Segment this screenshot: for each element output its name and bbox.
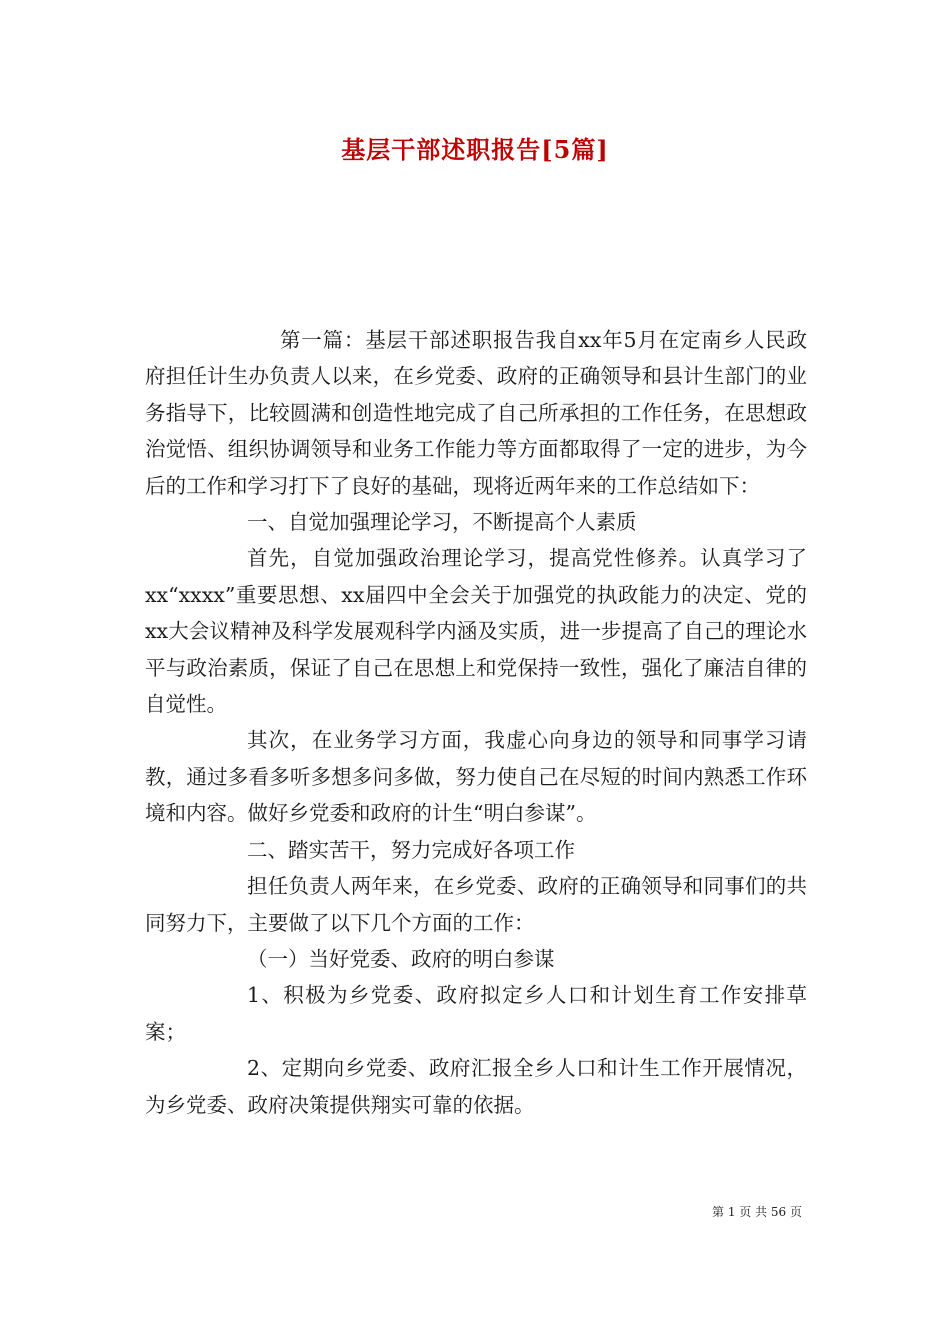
subsection-heading-1: （一）当好党委、政府的明白参谋 <box>247 946 555 971</box>
section-heading-2: 二、踏实苦干，努力完成好各项工作 <box>247 837 575 862</box>
document-title: 基层干部述职报告[5篇] <box>341 135 609 164</box>
document-body <box>145 322 807 1123</box>
paragraph-business-study: 其次，在业务学习方面，我虚心向身边的领导和同事学习请教，通过多看多听多想多问多做，努力使自己在尽短的时间内熟悉工作环境和内容。做好乡党委和政府的计生“明白参谋”。 <box>145 728 807 826</box>
list-item-2: 2、定期向乡党委、政府汇报全乡人口和计生工作开展情况，为乡党委、政府决策提供翔实可靠的依据。 <box>145 1056 807 1117</box>
page-number: 第 1 页 共 56 页 <box>712 1205 802 1219</box>
paragraph-work-summary: 担任负责人两年来，在乡党委、政府的正确领导和同事们的共同努力下，主要做了以下几个方面的工作： <box>145 874 807 935</box>
section-heading-1: 一、自觉加强理论学习，不断提高个人素质 <box>247 510 637 535</box>
paragraph-political-study: 首先，自觉加强政治理论学习，提高党性修养。认真学习了xx“xxxx”重要思想、xx届四中全会关于加强党的执政能力的决定、党的xx大会议精神及科学发展观科学内涵及实质，进一步提高了自己的理论水平与政治素质，保证了自己在思想上和党保持一致性，强化了廉洁自律的自觉性。 <box>145 546 807 717</box>
list-item-1: 1、积极为乡党委、政府拟定乡人口和计划生育工作安排草案； <box>145 983 807 1044</box>
paragraph-intro: 第一篇：基层干部述职报告我自xx年5月在定南乡人民政府担任计生办负责人以来，在乡党委、政府的正确领导和县计生部门的业务指导下，比较圆满和创造性地完成了自己所承担的工作任务，在思想政治觉悟、组织协调领导和业务工作能力等方面都取得了一定的进步，为今后的工作和学习打下了良好的基础，现将近两年来的工作总结如下： <box>145 328 807 498</box>
